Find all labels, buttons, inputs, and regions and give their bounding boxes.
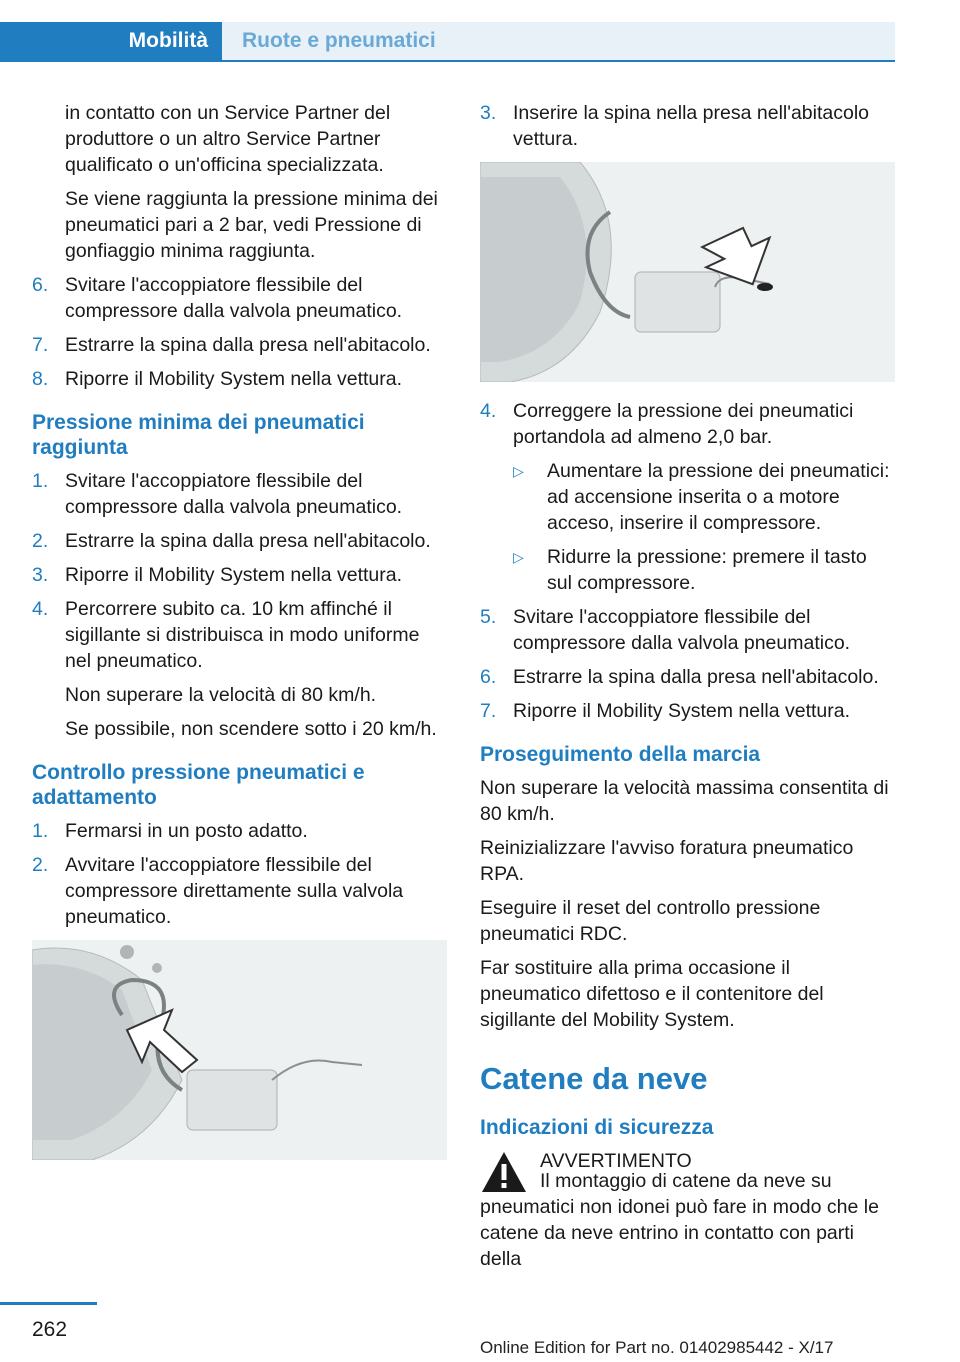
step-text: Svitare l'accoppiatore flessibile del compressore dalla valvola pneumatico. (65, 274, 403, 322)
section-heading: Controllo pressione pneumatici e adattamento (32, 761, 365, 809)
header-rule (0, 60, 895, 62)
sub-item (480, 544, 895, 596)
step-number: 1. (32, 820, 49, 842)
step-text: Riporre il Mobility System nella vettura. (65, 564, 403, 586)
tab-mobilita[interactable] (0, 22, 222, 60)
step-text: Riporre il Mobility System nella vettura. (65, 368, 403, 390)
paragraph: Non superare la velocità massima consentita di 80 km/h. (480, 777, 889, 825)
step-list (32, 468, 447, 674)
step-text: Inserire la spina nella presa nell'abitacolo vettura. (513, 102, 870, 150)
sub-item-text: Aumentare la pressione dei pneumatici: ad accensione inserita o a motore acceso, inserire il compressore. (547, 460, 890, 534)
list-item (32, 272, 447, 324)
tab-ruote-pneumatici[interactable] (222, 22, 895, 60)
tab-mobilita-label: Mobilità (128, 29, 208, 52)
list-item (32, 852, 447, 930)
warning-text: Il montaggio di catene da neve su pneumatici non idonei può fare in modo che le catene da neve entrino in contatto con parti della (480, 1170, 879, 1270)
step-text: Avvitare l'accoppiatore flessibile del compressore direttamente sulla valvola pneumatico. (65, 854, 404, 928)
step-text: Estrarre la spina dalla presa nell'abitacolo. (65, 530, 431, 552)
triangle-bullet-icon: ▷ (513, 463, 524, 479)
paragraph: Eseguire il reset del controllo pressione pneumatici RDC. (480, 897, 821, 945)
list-item (32, 818, 447, 844)
step-number: 6. (480, 666, 497, 688)
figure-plug-socket (480, 162, 895, 382)
warning-title: AVVERTIMENTO (540, 1150, 692, 1172)
step-number: 1. (32, 470, 49, 492)
warning-triangle-icon (480, 1150, 528, 1194)
step-number: 7. (480, 700, 497, 722)
list-item (32, 562, 447, 588)
section-heading: Indicazioni di sicurezza (480, 1116, 714, 1139)
left-column (32, 100, 447, 1176)
list-item (480, 398, 895, 450)
section-heading: Proseguimento della marcia (480, 743, 761, 766)
step-number: 3. (480, 102, 497, 124)
step-text: Svitare l'accoppiatore flessibile del compressore dalla valvola pneumatico. (513, 606, 851, 654)
list-item (32, 366, 447, 392)
figure-hose-on-valve (32, 940, 447, 1160)
illustration-compressor-valve (32, 940, 447, 1160)
step-number: 2. (32, 530, 49, 552)
step-text: Estrarre la spina dalla presa nell'abitacolo. (513, 666, 879, 688)
step-number: 6. (32, 274, 49, 296)
page-number: 262 (32, 1318, 68, 1341)
right-column (480, 100, 895, 1272)
list-item (480, 604, 895, 656)
step-number: 7. (32, 334, 49, 356)
step-list (32, 818, 447, 930)
step-text: Fermarsi in un posto adatto. (65, 820, 308, 842)
paragraph: Reinizializzare l'avviso foratura pneumatico RPA. (480, 837, 854, 885)
paragraph: Se viene raggiunta la pressione minima dei pneumatici pari a 2 bar, vedi Pressione di gonfiaggio minima raggiunta. (65, 188, 438, 262)
triangle-bullet-icon: ▷ (513, 549, 524, 565)
footer-rule (0, 1302, 97, 1305)
edition-line: Online Edition for Part no. 01402985442 - X/17 (480, 1338, 834, 1357)
step-list (32, 272, 447, 392)
list-item (480, 664, 895, 690)
sub-item (480, 458, 895, 536)
step-number: 8. (32, 368, 49, 390)
chapter-heading: Catene da neve (480, 1061, 708, 1096)
step-number: 5. (480, 606, 497, 628)
step-text: Estrarre la spina dalla presa nell'abitacolo. (65, 334, 431, 356)
list-item (32, 332, 447, 358)
step-text: Svitare l'accoppiatore flessibile del compressore dalla valvola pneumatico. (65, 470, 403, 518)
sub-item-text: Ridurre la pressione: premere il tasto sul compressore. (547, 546, 867, 594)
step-text: Correggere la pressione dei pneumatici portandola ad almeno 2,0 bar. (513, 400, 854, 448)
list-item (480, 698, 895, 724)
list-item (32, 468, 447, 520)
paragraph: in contatto con un Service Partner del produttore o un altro Service Partner qualificato o un'officina specializzata. (65, 102, 391, 176)
list-item (480, 100, 895, 152)
section-heading: Pressione minima dei pneumatici raggiunta (32, 411, 365, 459)
paragraph: Far sostituire alla prima occasione il pneumatico difettoso e il contenitore del sigillante del Mobility System. (480, 957, 824, 1031)
illustration-plug-socket (480, 162, 895, 382)
list-item (32, 596, 447, 674)
step-text: Percorrere subito ca. 10 km affinché il sigillante si distribuisca in modo uniforme nel pneumatico. (65, 598, 420, 672)
note: Non superare la velocità di 80 km/h. (65, 684, 377, 706)
tab-section-label: Ruote e pneumatici (242, 29, 436, 52)
step-number: 3. (32, 564, 49, 586)
step-text: Riporre il Mobility System nella vettura. (513, 700, 851, 722)
step-number: 2. (32, 854, 49, 876)
step-number: 4. (480, 400, 497, 422)
step-number: 4. (32, 598, 49, 620)
list-item (32, 528, 447, 554)
note: Se possibile, non scendere sotto i 20 km/h. (65, 718, 437, 740)
